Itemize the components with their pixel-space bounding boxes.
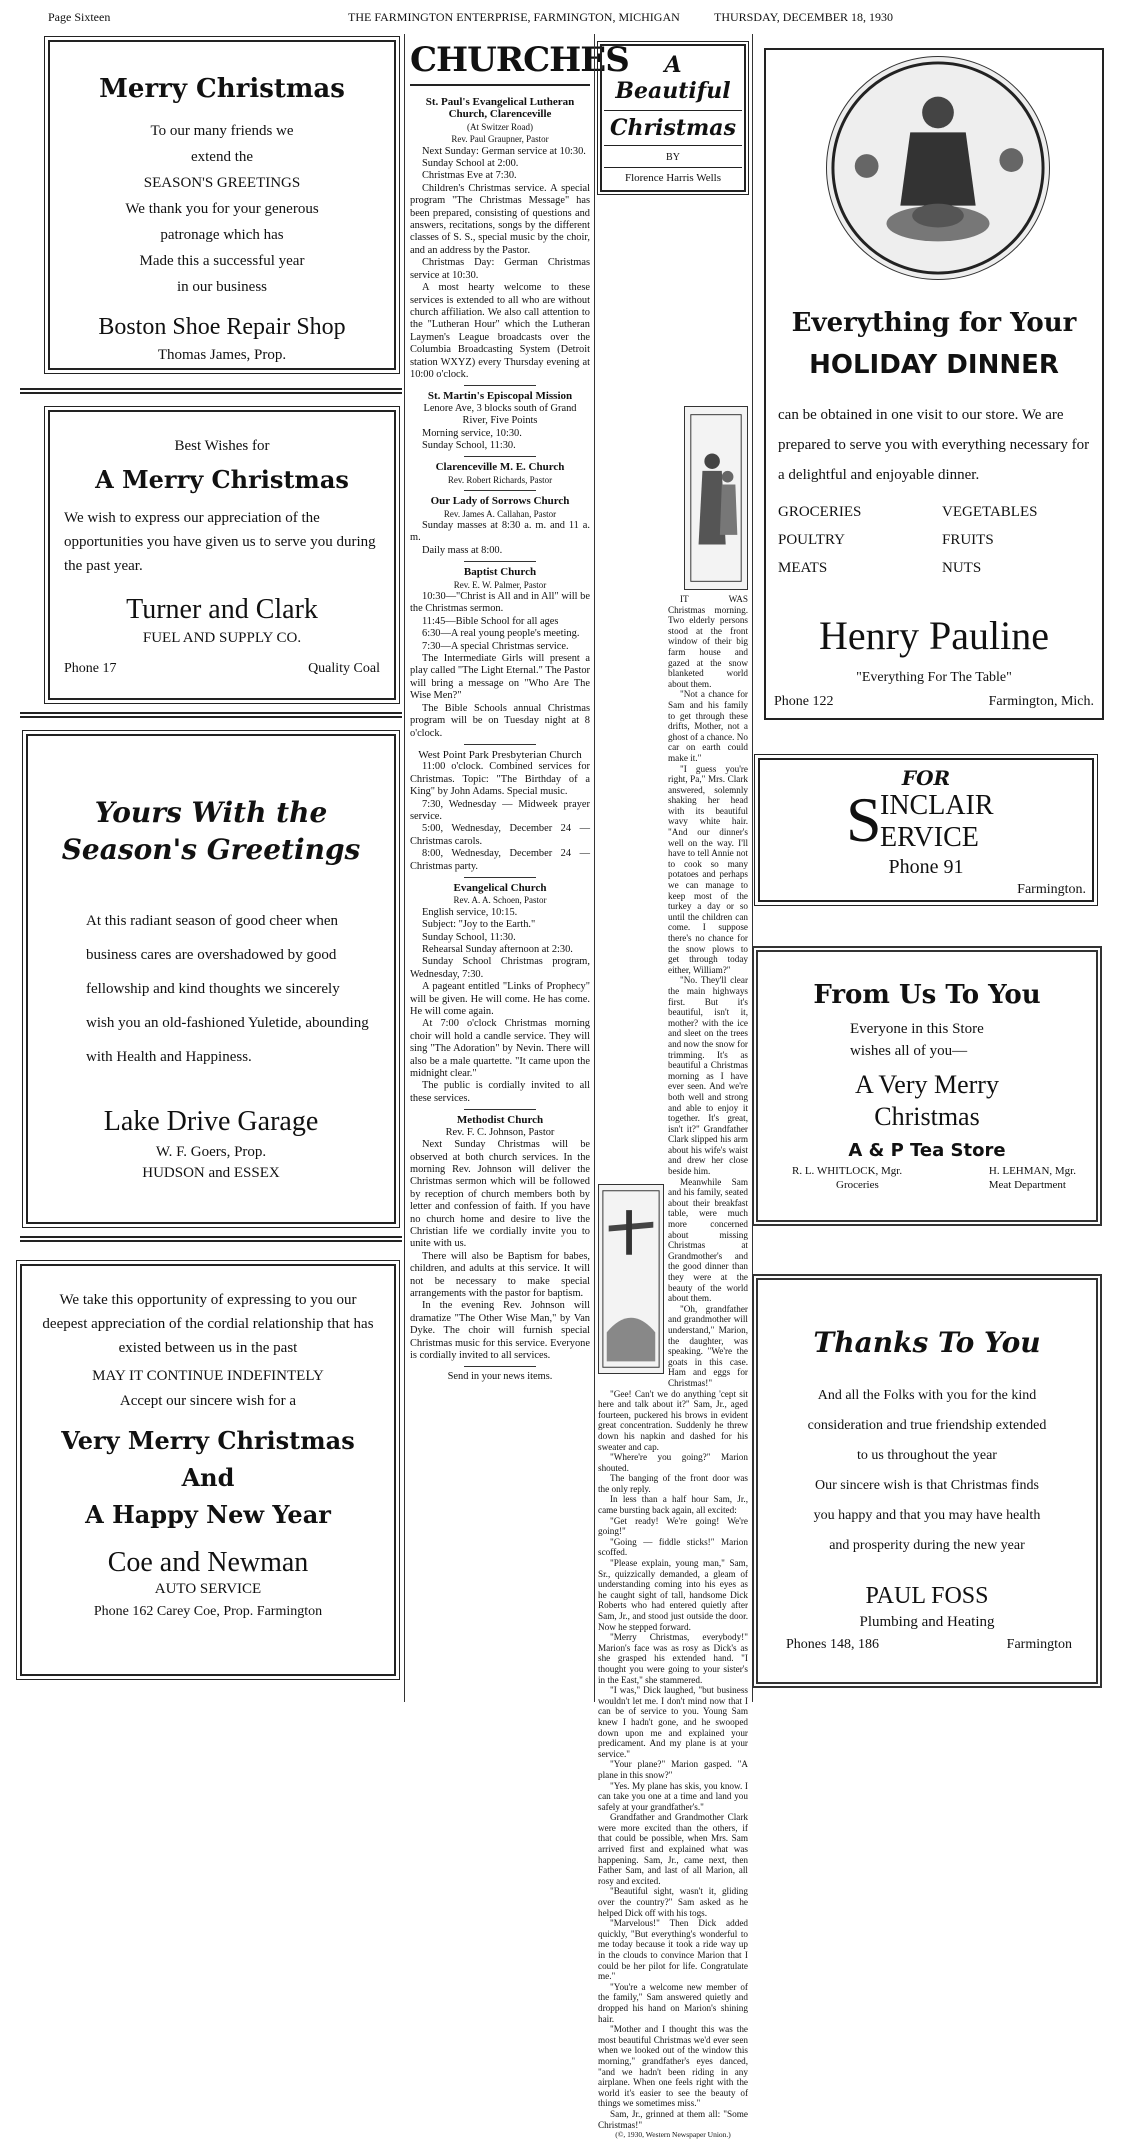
church-paragraph: A pageant entitled "Links of Prophecy" will be given. He will come. He has come. He will come again.	[410, 981, 590, 1018]
ad-for: FOR	[901, 766, 951, 790]
churches-footer: Send in your news items.	[447, 1371, 553, 1383]
story-paragraph: "Where're you going?" Marion shouted.	[598, 1452, 748, 1473]
ad-headline: Everything for Your	[791, 308, 1077, 338]
church-paragraph: 11:45—Bible School for all ages	[422, 615, 559, 627]
ad-title: A Merry Christmas	[95, 465, 349, 494]
story-paragraph: "Oh, grandfather and grandmother will understand," Marion, the daughter, was speaking. "We're the goats in this case. Ham and eggs for Christmas!"	[668, 1303, 748, 1388]
story-paragraph: Sam, Jr., grinned at them all: "Some Christmas!"	[598, 2108, 748, 2130]
holiday-dinner-illustration	[826, 56, 1050, 280]
masthead	[0, 0, 1144, 34]
phone: Phone 17	[64, 661, 117, 676]
business-name: A & P Tea Store	[848, 1140, 1006, 1161]
church-paragraph: 6:30—A real young people's meeting.	[422, 628, 580, 640]
story-paragraph: "Please explain, young man," Sam, Sr., quizzically demanded, a gleam of understanding coming into his eyes as he caught sight of tall, handsome Dick Roberts who had entered quietly after Sam, Jr., and stood just outside the door. Now he stepped forward.	[598, 1558, 748, 1632]
ad-title: Yours With the	[94, 796, 328, 829]
story-credit: (©, 1930, Western Newspaper Union.)	[615, 2130, 731, 2140]
business-name: Turner and Clark	[126, 594, 318, 625]
story-paragraph: "I was," Dick laughed, "but business wouldn't let me. I don't mind now that I can be of service to you. Young Sam knew I hadn't gone, and he swooped down upon me and explained your predicament. And my plane is at your service."	[598, 1685, 748, 1759]
ad-line: MAY IT CONTINUE INDEFINTELY	[92, 1368, 324, 1384]
church-paragraph: There will also be Baptism for babes, children, and adults at this service. It will not be necessary to make special arrangements with the pastor for baptism.	[410, 1250, 590, 1299]
church-paragraph: 7:30—A special Christmas service.	[422, 640, 569, 652]
church-pastor: Rev. F. C. Johnson, Pastor	[445, 1126, 555, 1138]
church-name: St. Martin's Episcopal Mission	[427, 390, 573, 403]
airplane-illustration-icon	[599, 1185, 663, 1373]
ad-body: At this radiant season of good cheer when business cares are overshadowed by good fellowship and kind thoughts we sincerely wish you an old-fashioned Yuletide, abounding with Health and Happiness.	[86, 913, 369, 1065]
church-block	[410, 495, 590, 557]
proprietor: W. F. Goers, Prop.	[155, 1144, 267, 1160]
town: Farmington.	[1017, 882, 1086, 897]
church-pastor: Rev. A. A. Schoen, Pastor	[453, 895, 547, 906]
church-pastor: Rev. Paul Graupner, Pastor	[451, 134, 549, 145]
story-title: A Beautiful	[615, 52, 731, 104]
church-paragraph: Christmas Eve at 7:30.	[422, 170, 517, 182]
ad-line: Our sincere wish is that Christmas finds	[815, 1478, 1039, 1493]
phone: Phones 148, 186	[786, 1637, 879, 1652]
ad-line: and prosperity during the new year	[829, 1538, 1025, 1553]
ad-paul-foss	[752, 1274, 1102, 1688]
ad-headline: A Very Merry	[855, 1070, 999, 1099]
ad-sinclair-service	[758, 758, 1094, 902]
ad-headline: HOLIDAY DINNER	[809, 350, 1059, 380]
story-column	[598, 40, 748, 2140]
churches-listing	[410, 92, 590, 1692]
church-paragraph: Sunday School, 11:30.	[422, 931, 516, 943]
couple-illustration-icon	[685, 407, 747, 589]
column-rule	[594, 34, 595, 1702]
product-item: VEGETABLES	[942, 504, 1038, 520]
ad-line: to us throughout the year	[857, 1448, 997, 1463]
business-sub: Plumbing and Heating	[859, 1614, 995, 1630]
church-name: Baptist Church	[463, 566, 537, 579]
business-sub: AUTO SERVICE	[154, 1581, 262, 1597]
story-paragraph: "Merry Christmas, everybody!" Marion's face was as rosy as Dick's as she grasped his extended hand. "I thought you were going to your sister's in the East," she stammered.	[598, 1632, 748, 1685]
church-paragraph: Christmas Day: German Christmas service at 10:30.	[410, 257, 590, 281]
product-item: POULTRY	[778, 532, 845, 548]
story-title-box	[600, 44, 746, 192]
church-paragraph: Sunday School, 11:30.	[422, 439, 516, 451]
sinclair-initial: S	[846, 784, 882, 855]
church-paragraph: The public is cordially invited to all these services.	[410, 1080, 590, 1104]
ad-title: Season's Greetings	[61, 833, 361, 866]
manager-1: R. L. WHITLOCK, Mgr.	[792, 1165, 903, 1177]
church-address: Lenore Ave, 3 blocks south of Grand River, Five Points	[423, 402, 577, 427]
church-pastor: Rev. James A. Callahan, Pastor	[443, 508, 557, 519]
church-paragraph: 5:00, Wednesday, December 24 —Christmas carols.	[410, 823, 590, 847]
product-item: FRUITS	[942, 532, 994, 548]
church-paragraph: Rehearsal Sunday afternoon at 2:30.	[422, 944, 573, 955]
ad-body: We wish to express our appreciation of the opportunities you have given us to serve you during the past year.	[64, 510, 376, 574]
story-paragraph: "Not a chance for Sam and his family to get through these drifts, Mother, not a ghost of a chance. No car on earth could make it."	[668, 689, 748, 763]
church-paragraph: English service, 10:15.	[422, 906, 518, 918]
product-list-right	[942, 498, 1092, 582]
column-separator	[20, 712, 402, 718]
column-separator	[20, 1236, 402, 1242]
ad-line: Accept our sincere wish for a	[119, 1393, 297, 1409]
business-name: Coe and Newman	[107, 1547, 309, 1578]
church-paragraph: Morning service, 10:30.	[422, 427, 522, 439]
story-body	[598, 216, 748, 2140]
church-block	[410, 390, 590, 452]
ad-boston-shoe-repair	[48, 40, 396, 370]
department-2: Meat Department	[988, 1179, 1066, 1191]
ad-line: To our many friends we	[150, 123, 294, 139]
church-address: (At Switzer Road)	[467, 121, 533, 132]
church-name: Our Lady of Sorrows Church	[430, 495, 570, 508]
ad-line: Made this a successful year	[139, 253, 305, 269]
ad-line: SEASON'S GREETINGS	[143, 175, 301, 191]
proprietor: Thomas James, Prop.	[157, 347, 287, 363]
phone: Phone 91	[888, 856, 964, 878]
story-paragraph: "I guess you're right, Pa," Mrs. Clark answered, solemnly shaking her head with its beautiful wavy white hair. "And our dinner's well on the way. I'll have to tell Annie not to cook so many potatoes and perhaps we can manage to keep most of the turkey a day or so until the children can come. I suppose there's no chance for the snow plows to get through today either, William?"	[668, 763, 748, 975]
story-paragraph: "Marvelous!" Then Dick added quickly, "But everything's wonderful to me today because it took a ride way up in the clouds to convince Marion that I could be her pilot for life. Congratulate me."	[598, 1918, 748, 1982]
church-paragraph: Children's Christmas service. A special program "The Christmas Message" has been prepared, consisting of questions and answers, recitations, songs by the different classes of S. S., special music by the choir, and an address by the Pastor.	[410, 182, 590, 256]
paper-title: THE FARMINGTON ENTERPRISE, FARMINGTON, MICHIGAN	[348, 10, 680, 24]
story-paragraph: "You're a welcome new member of the family," Sam answered quietly and dropped his hand on Marion's shining hair.	[598, 1981, 748, 2024]
ad-a-and-p-tea-store	[752, 946, 1102, 1226]
ad-body: We take this opportunity of expressing to you our deepest appreciation of the cordial relationship that has existed between us in the past	[42, 1292, 374, 1356]
church-name: Clarenceville M. E. Church	[435, 461, 565, 474]
product-list-left	[778, 498, 928, 582]
church-block	[410, 96, 590, 381]
business-name: Henry Pauline	[819, 613, 1049, 658]
issue-date: THURSDAY, DECEMBER 18, 1930	[714, 10, 894, 24]
story-paragraph: "Beautiful sight, wasn't it, gliding over the country?" Sam asked as he helped Dick off with his togs.	[598, 1886, 748, 1918]
story-paragraph: In less than a half hour Sam, Jr., came bursting back again, all excited:	[598, 1494, 748, 1516]
ad-title: From Us To You	[813, 980, 1041, 1010]
story-paragraph: "Get ready! We're going! We're going!"	[598, 1515, 748, 1537]
ad-headline: A Happy New Year	[85, 1500, 331, 1529]
column-rule	[404, 34, 405, 1702]
manager-2: H. LEHMAN, Mgr.	[988, 1165, 1076, 1177]
story-title: Christmas	[604, 110, 742, 146]
ad-line: you happy and that you may have health	[813, 1508, 1041, 1523]
ad-line: wishes all of you—	[850, 1043, 968, 1059]
ad-lake-drive-garage	[26, 734, 396, 1224]
church-paragraph: 11:00 o'clock. Combined services for Christmas. Topic: "The Birthday of a King" by John Adams. Special music.	[410, 761, 590, 798]
story-paragraph: Grandfather and Grandmother Clark were more excited than the others, if that could be possible, when Mrs. Sam arrived first and explained what was happening. Sam, Jr., came next, then Father Sam, and last of all Marion, all rosy and excited.	[598, 1812, 748, 1886]
church-block	[410, 882, 590, 1105]
churches-masthead: CHURCHES	[410, 40, 590, 86]
ad-coe-and-newman	[20, 1264, 396, 1676]
phone: Phone 122	[774, 694, 834, 709]
church-paragraph: In the evening Rev. Johnson will dramatize "The Other Wise Man," by Van Dyke. The choir will furnish special Christmas music for this service. Everyone is cordially invited to all services.	[410, 1300, 590, 1361]
story-paragraph: "No. They'll clear the main highways first. But it's beautiful, isn't it, mother? with the ice and sleet on the trees and now the snow for trimming. It's as beautiful a Christmas morning as I have ever seen. And we're both well and strong and able to enjoy it together. It's great, isn't it?" Grandfather Clark slipped his arm about his wife's waist and drew her close beside him.	[668, 975, 748, 1177]
church-block	[410, 461, 590, 486]
church-paragraph: Sunday masses at 8:30 a. m. and 11 a. m.	[410, 520, 590, 544]
story-paragraph: "Gee! Can't we do anything 'cept sit here and talk about it?" Sam, Jr., aged fourteen, puckered his brows in evident great concentration. Suddenly he threw down his napkin and dashed for his sweater and cap.	[598, 1388, 748, 1452]
story-paragraph: "Yes. My plane has skis, you know. I can take you one at a time and land you safely at your grandfather's."	[598, 1780, 748, 1812]
church-block	[410, 1114, 590, 1362]
ad-body: can be obtained in one visit to our store. We are prepared to serve you with everything necessary for a delightful and enjoyable dinner.	[778, 407, 1090, 483]
ad-turner-and-clark	[48, 410, 396, 700]
church-paragraph: 10:30—"Christ is All and in All" will be the Christmas sermon.	[410, 591, 590, 615]
ad-headline: And	[181, 1463, 235, 1492]
ad-headline: Christmas	[874, 1102, 980, 1131]
church-paragraph: Sunday School at 2:00.	[422, 158, 519, 170]
town: Farmington, Mich.	[988, 694, 1094, 709]
ad-headline: Very Merry Christmas	[61, 1426, 355, 1455]
church-paragraph: Sunday School Christmas program, Wednesday, 7:30.	[410, 956, 590, 980]
page-number: Page Sixteen	[48, 10, 111, 24]
sinclair-line: ERVICE	[880, 822, 979, 853]
ad-line: in our business	[177, 279, 267, 295]
business-sub: FUEL AND SUPPLY CO.	[142, 630, 302, 646]
town: Farmington	[1006, 1637, 1072, 1652]
church-name: St. Paul's Evangelical Lutheran Church, Clarenceville	[425, 96, 575, 121]
ad-henry-pauline	[764, 48, 1104, 720]
ad-line: Everyone in this Store	[850, 1021, 984, 1037]
ad-line: We thank you for your generous	[125, 201, 319, 217]
department-1: Groceries	[836, 1179, 879, 1191]
church-paragraph: At 7:00 o'clock Christmas morning choir will hold a candle service. They will sing "The Adoration" by Nevin. There will also be a male quartette. "It came upon the midnight clear."	[410, 1018, 590, 1080]
story-paragraph: "Going — fiddle sticks!" Marion scoffed.	[598, 1536, 748, 1558]
story-paragraph: The banging of the front door was the only reply.	[598, 1473, 748, 1494]
church-name: Evangelical Church	[453, 881, 547, 894]
story-by: BY	[666, 152, 680, 163]
church-pastor: Rev. E. W. Palmer, Pastor	[453, 579, 547, 590]
column-separator	[20, 388, 402, 394]
family-dinner-icon	[827, 57, 1049, 279]
business-sub: HUDSON and ESSEX	[142, 1165, 280, 1181]
story-author: Florence Harris Wells	[604, 167, 742, 184]
ad-line: And all the Folks with you for the kind	[817, 1388, 1037, 1403]
church-paragraph: 7:30, Wednesday — Midweek prayer service.	[410, 798, 590, 822]
ad-title: Merry Christmas	[99, 74, 345, 104]
story-paragraph: "Your plane?" Marion gasped. "A plane in this snow?"	[598, 1759, 748, 1780]
story-illustration-airplane	[598, 1184, 664, 1374]
church-block	[410, 749, 590, 873]
church-paragraph: The Bible Schools annual Christmas program will be on Tuesday night at 8 o'clock.	[410, 702, 590, 739]
slogan: "Everything For The Table"	[856, 670, 1012, 685]
business-name: Lake Drive Garage	[103, 1106, 319, 1137]
story-illustration-couple	[684, 406, 748, 590]
ad-title: Thanks To You	[813, 1326, 1041, 1359]
product-item: NUTS	[942, 560, 982, 576]
ad-footer: Phone 162 Carey Coe, Prop. Farmington	[93, 1604, 323, 1619]
product-item: MEATS	[778, 560, 828, 576]
sinclair-line: INCLAIR	[880, 790, 994, 821]
church-paragraph: Next Sunday Christmas will be observed at both church services. In the morning Rev. Johnson will deliver the Christmas sermon which will be followed by reception of church members both by letter and confession of faith. If you have no church home and desire to live the Christian life we cordially invite you to unite with us.	[410, 1139, 590, 1250]
story-paragraph: Meanwhile Sam and his family, seated about their breakfast table, were much more concerned about missing Christmas at Grandmother's and the good dinner than they were at the beauty of the world about them.	[668, 1176, 748, 1304]
story-paragraph: "Mother and I thought this was the most beautiful Christmas we'd ever seen when we looked out of the window this morning," grandfather's eyes danced, "and we hadn't been riding in any airplane. When one feels right with the world it's easier to see the beauty of things we sometimes miss."	[598, 2024, 748, 2109]
ad-line: patronage which has	[160, 227, 284, 243]
church-pastor: Rev. Robert Richards, Pastor	[447, 474, 553, 485]
ad-line: consideration and true friendship extended	[807, 1418, 1047, 1433]
story-paragraph: IT WAS Christmas morning. Two elderly persons stood at the front window of their big farm house and gazed at the snow blanketed world about them.	[668, 594, 748, 689]
church-name: Methodist Church	[456, 1114, 544, 1127]
business-name: PAUL FOSS	[865, 1583, 989, 1609]
church-paragraph: Subject: "Joy to the Earth."	[422, 919, 536, 931]
product-item: GROCERIES	[778, 504, 862, 520]
churches-column	[410, 40, 629, 1700]
church-name: West Point Park Presbyterian Church	[418, 748, 582, 761]
ad-line: extend the	[190, 149, 254, 165]
church-block	[410, 566, 590, 740]
business-name: Boston Shoe Repair Shop	[98, 314, 346, 340]
church-paragraph: The Intermediate Girls will present a play called "The Light Eternal." The Pastor will bring a message on "Who Are The Wise Men?"	[410, 653, 590, 702]
ad-intro: Best Wishes for	[174, 438, 270, 454]
church-paragraph: Next Sunday: German service at 10:30.	[422, 145, 586, 157]
church-paragraph: Daily mass at 8:00.	[422, 544, 503, 556]
church-paragraph: A most hearty welcome to these services is extended to all who are without church affiliation. We also call attention to the "Lutheran Hour" which the Lutheran Laymen's League broadcasts over the Columbia Broadcasting System (Detroit station WXYZ) every Thursday evening at 10:00 o'clock.	[410, 282, 590, 380]
church-paragraph: 8:00, Wednesday, December 24 —Christmas party.	[410, 848, 590, 872]
tagline: Quality Coal	[308, 661, 380, 676]
